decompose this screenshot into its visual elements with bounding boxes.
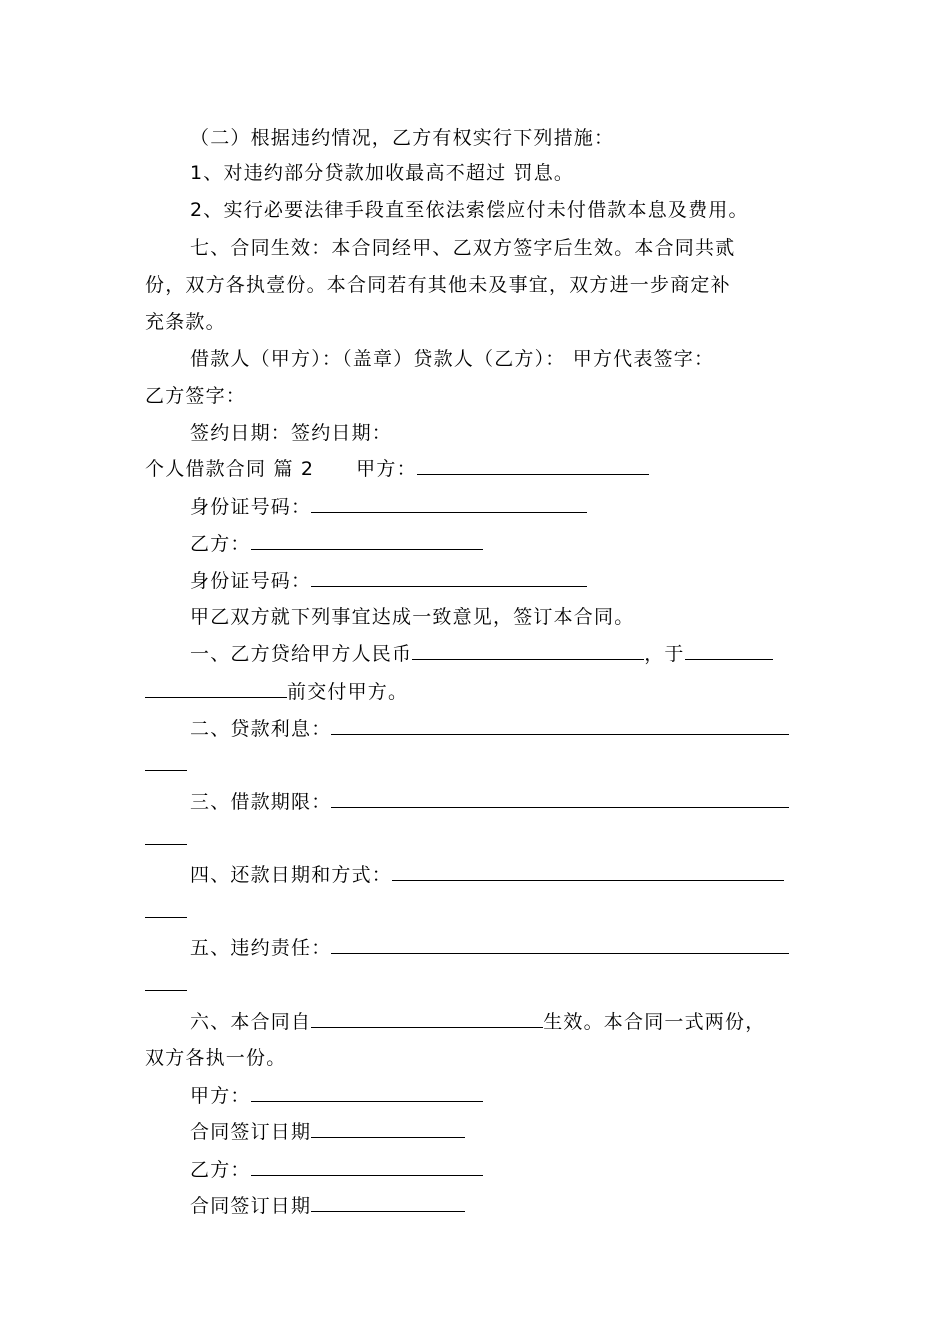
clause-5-continued [145,972,810,997]
clause-text: 三、借款期限： [190,791,332,813]
delivery-date-blank[interactable] [685,641,773,660]
party-a-date-blank[interactable] [311,1119,465,1138]
party-a-sign-label: 甲方： [190,1085,251,1107]
liability-blank[interactable] [331,935,789,954]
paragraph-text: 份，双方各执壹份。本合同若有其他未及事宜，双方进一步商定补 [145,274,731,296]
signing-date-text: 签约日期：签约日期： [190,422,393,444]
party-a-id-blank[interactable] [311,494,587,513]
clause-1 [190,641,810,666]
clause-3 [190,789,810,814]
repayment-blank[interactable] [392,862,784,881]
signature-block-continued [145,384,810,408]
loan-term-blank-continued[interactable] [145,826,187,845]
effective-date-blank[interactable] [311,1009,543,1028]
clause-text: 二、贷款利息： [190,718,332,740]
signature-block [190,347,810,371]
signature-label: 乙方签字： [145,385,247,407]
paragraph-text: 甲乙双方就下列事宜达成一致意见，签订本合同。 [190,606,635,628]
clause-6-continued [145,1046,810,1070]
party-a-blank[interactable] [417,456,649,475]
paragraph-text: （二）根据违约情况，乙方有权实行下列措施： [190,127,615,149]
id-number-label: 身份证号码： [190,570,312,592]
clause-text: 前交付甲方。 [287,681,409,703]
paragraph [190,198,810,222]
liability-blank-continued[interactable] [145,972,187,991]
signature-labels: 借款人（甲方）：（盖章）贷款人（乙方）： 甲方代表签字： [190,348,715,370]
clause-1-continued [145,679,810,704]
party-b-sign-label: 乙方： [190,1159,251,1181]
paragraph-text: 1、对违约部分贷款加收最高不超过 罚息。 [190,162,575,184]
signature-row [190,1119,810,1144]
paragraph-text: 充条款。 [145,311,226,333]
sign-date-label: 合同签订日期 [190,1121,312,1143]
clause-2 [190,716,810,741]
party-b-date-blank[interactable] [311,1193,465,1212]
party-a-label: 甲方： [356,458,417,480]
signature-row [190,1083,810,1108]
loan-term-blank[interactable] [331,789,789,808]
paragraph [190,236,810,260]
loan-amount-blank[interactable] [412,641,644,660]
paragraph-text: 七、合同生效：本合同经甲、乙双方签字后生效。本合同共贰 [190,237,736,259]
sign-date-label: 合同签订日期 [190,1195,312,1217]
signing-date [190,421,810,445]
clause-4 [190,862,810,887]
clause-text: 一、乙方贷给甲方人民币 [190,643,413,665]
interest-blank-continued[interactable] [145,752,187,771]
paragraph-continued [145,310,810,334]
clause-3-continued [145,826,810,851]
paragraph [190,161,810,185]
clause-text: 双方各执一份。 [145,1047,287,1069]
paragraph-continued [145,273,810,297]
repayment-blank-continued[interactable] [145,899,187,918]
clause-text: 五、违约责任： [190,937,332,959]
id-number-label: 身份证号码： [190,496,312,518]
field-row [190,531,810,556]
field-row [190,494,810,519]
party-b-id-blank[interactable] [311,568,587,587]
party-b-blank[interactable] [251,531,483,550]
clause-text: 生效。本合同一式两份， [543,1011,766,1033]
paragraph [190,126,810,150]
party-a-signature-blank[interactable] [251,1083,483,1102]
clause-2-continued [145,752,810,777]
signature-row [190,1193,810,1218]
clause-text: ，于 [644,643,685,665]
field-row [190,568,810,593]
section-title: 个人借款合同 篇 2 [145,458,315,480]
party-b-signature-blank[interactable] [251,1157,483,1176]
interest-blank[interactable] [331,716,789,735]
clause-6 [190,1009,810,1034]
clause-text: 四、还款日期和方式： [190,864,393,886]
party-b-label: 乙方： [190,533,251,555]
clause-text: 六、本合同自 [190,1011,312,1033]
signature-row [190,1157,810,1182]
delivery-date-blank-continued[interactable] [145,679,287,698]
section-heading-row [145,456,810,481]
clause-4-continued [145,899,810,924]
paragraph-text: 2、实行必要法律手段直至依法索偿应付未付借款本息及费用。 [190,199,749,221]
paragraph [190,605,810,629]
clause-5 [190,935,810,960]
